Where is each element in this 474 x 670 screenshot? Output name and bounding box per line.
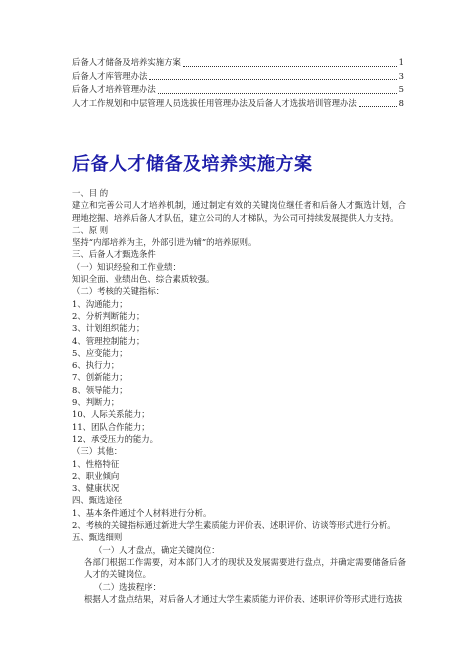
subsection-heading: （三）其他： <box>72 446 123 457</box>
list-item: 5、应变能力； <box>72 347 128 358</box>
paragraph: 坚持“内部培养为主，外部引进为辅”的培养原则。 <box>72 237 257 248</box>
toc-entry-title[interactable]: 人才工作规划和中层管理人员选拔任用管理办法及后备人才选拔培训管理办法 <box>72 97 357 108</box>
toc-entry[interactable] <box>72 56 404 70</box>
subsection-heading: （一）知识经验和工作业绩： <box>72 261 181 272</box>
list-item: 1、性格特征 <box>72 458 120 469</box>
toc-dot-leader <box>359 105 397 107</box>
list-item: 1、基本条件通过个人材料进行分析。 <box>72 507 212 518</box>
table-of-contents <box>72 56 404 110</box>
list-item: 2、职业倾向 <box>72 470 120 481</box>
toc-dot-leader <box>149 78 396 80</box>
section-heading: 一、目 的 <box>72 188 109 198</box>
list-item: 11、团队合作能力； <box>72 421 150 432</box>
list-item: 9、判断力； <box>72 397 120 408</box>
paragraph: 知识全面、业绩出色、综合素质较强。 <box>72 274 215 285</box>
section-heading: 四、甄选途径 <box>72 495 123 506</box>
list-item: 10、人际关系能力； <box>72 409 150 420</box>
subsection-heading: （二）考核的关键指标： <box>72 286 165 297</box>
list-item: 2、考核的关键指标通过新进大学生素质能力评价表、述职评价、访谈等形式进行分析。 <box>72 520 396 531</box>
toc-entry-title[interactable]: 后备人才库管理办法 <box>72 70 148 81</box>
toc-entry-page[interactable]: 5 <box>398 84 404 94</box>
toc-dot-leader <box>183 65 397 67</box>
section-heading: 二、原 则 <box>72 224 109 235</box>
paragraph: 建立和完善公司人才培养机制，通过制定有效的关键岗位继任者和后备人才甄选计划，合理地挖掘、培养后备人才队伍，建立公司的人才梯队，为公司可持续发展提供人力支持。 <box>72 200 406 223</box>
list-item: 1、沟通能力； <box>72 298 128 309</box>
toc-entry-page[interactable]: 8 <box>398 97 404 108</box>
toc-entry-title[interactable]: 后备人才培养管理办法 <box>72 84 156 94</box>
list-item: 6、执行力； <box>72 360 120 371</box>
section-heading: 三、后备人才甄选条件 <box>72 249 156 260</box>
document-title: 后备人才储备及培养实施方案 <box>72 154 313 175</box>
toc-entry-page[interactable]: 3 <box>398 70 404 81</box>
paragraph: 各部门根据工作需要，对本部门人才的现状及发展需要进行盘点，并确定需要储备后备人才的关键岗位。 <box>84 556 406 580</box>
toc-entry-page[interactable]: 1 <box>398 57 404 67</box>
list-item: 4、管理控制能力； <box>72 335 145 346</box>
document-body <box>72 187 406 605</box>
toc-entry[interactable] <box>72 83 404 97</box>
section-heading: 五、甄选细则 <box>72 532 123 543</box>
toc-entry[interactable] <box>72 70 404 84</box>
list-item: 3、健康状况 <box>72 483 120 494</box>
list-item: 8、领导能力； <box>72 384 128 395</box>
toc-dot-leader <box>158 92 397 94</box>
list-item: 7、创新能力； <box>72 372 128 383</box>
list-item: 12、承受压力的能力。 <box>72 433 159 444</box>
toc-entry-title[interactable]: 后备人才储备及培养实施方案 <box>72 57 181 67</box>
list-item: 2、分析判断能力； <box>72 310 145 321</box>
list-item: 3、计划组织能力； <box>72 323 145 334</box>
subsection-heading: （二）选拔程序： <box>94 581 161 592</box>
toc-entry[interactable] <box>72 97 404 111</box>
subsection-heading: （一）人才盘点，确定关键岗位： <box>94 544 220 555</box>
paragraph: 根据人才盘点结果，对后备人才通过大学生素质能力评价表、述职评价等形式进行选拔 <box>84 593 403 604</box>
